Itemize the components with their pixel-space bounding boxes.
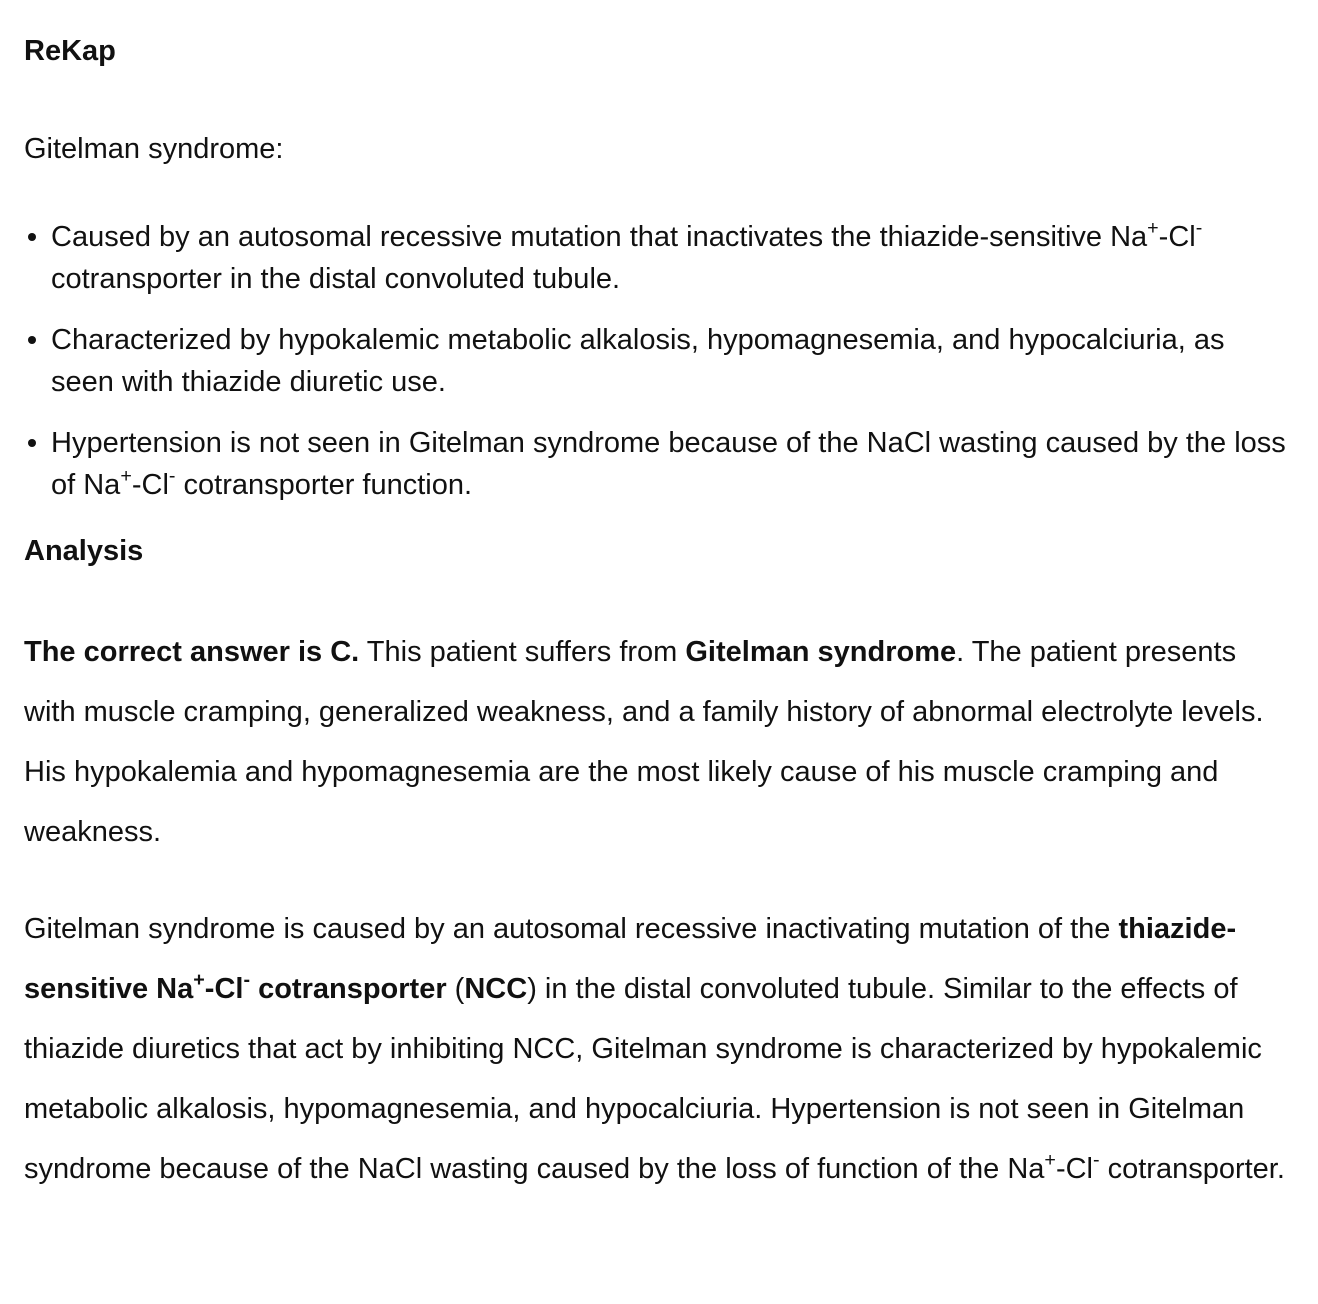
rekap-bullet-list [24, 216, 1294, 506]
analysis-paragraph-2: Gitelman syndrome is caused by an autosomal recessive inactivating mutation of the thiazide-sensitive Na+-Cl- cotransporter (NCC) in the distal convoluted tubule. Similar to the effects of thiazide diuretics that act by inhibiting NCC, Gitelman syndrome is characterized by hypokalemic metabolic alkalosis, hypomagnesemia, and hypocalciuria. Hypertension is not seen in Gitelman syndrome because of the NaCl wasting caused by the loss of function of the Na+-Cl- cotransporter. [24, 913, 1285, 1185]
bullet-text: Caused by an autosomal recessive mutation that inactivates the thiazide-sensitive Na+-Cl- cotransporter in the distal convoluted tubule. [51, 217, 1203, 295]
diagnosis-term: Gitelman syndrome [685, 636, 957, 668]
list-item [24, 319, 1294, 403]
bullet-dot-icon [28, 336, 36, 344]
ncc-abbreviation: NCC [464, 973, 528, 1005]
analysis-heading: Analysis [24, 535, 144, 567]
transporter-term: thiazide-sensitive Na+-Cl- cotransporter [24, 913, 1237, 1005]
bullet-text: Characterized by hypokalemic metabolic alkalosis, hypomagnesemia, and hypocalciuria, as seen with thiazide diuretic use. [51, 324, 1225, 398]
analysis-paragraph-1: The correct answer is C. This patient suffers from Gitelman syndrome. The patient presents with muscle cramping, generalized weakness, and a family history of abnormal electrolyte levels. His hypokalemia and hypomagnesemia are the most likely cause of his muscle cramping and weakness. [24, 636, 1264, 848]
bullet-text: Hypertension is not seen in Gitelman syndrome because of the NaCl wasting caused by the loss of Na+-Cl- cotransporter function. [51, 427, 1286, 501]
answer-statement: The correct answer is C. [24, 636, 360, 668]
bullet-dot-icon [28, 233, 36, 241]
rekap-intro: Gitelman syndrome: [24, 133, 284, 165]
list-item [24, 422, 1294, 506]
bullet-dot-icon [28, 439, 36, 447]
list-item [24, 216, 1294, 300]
rekap-heading: ReKap [24, 35, 116, 67]
